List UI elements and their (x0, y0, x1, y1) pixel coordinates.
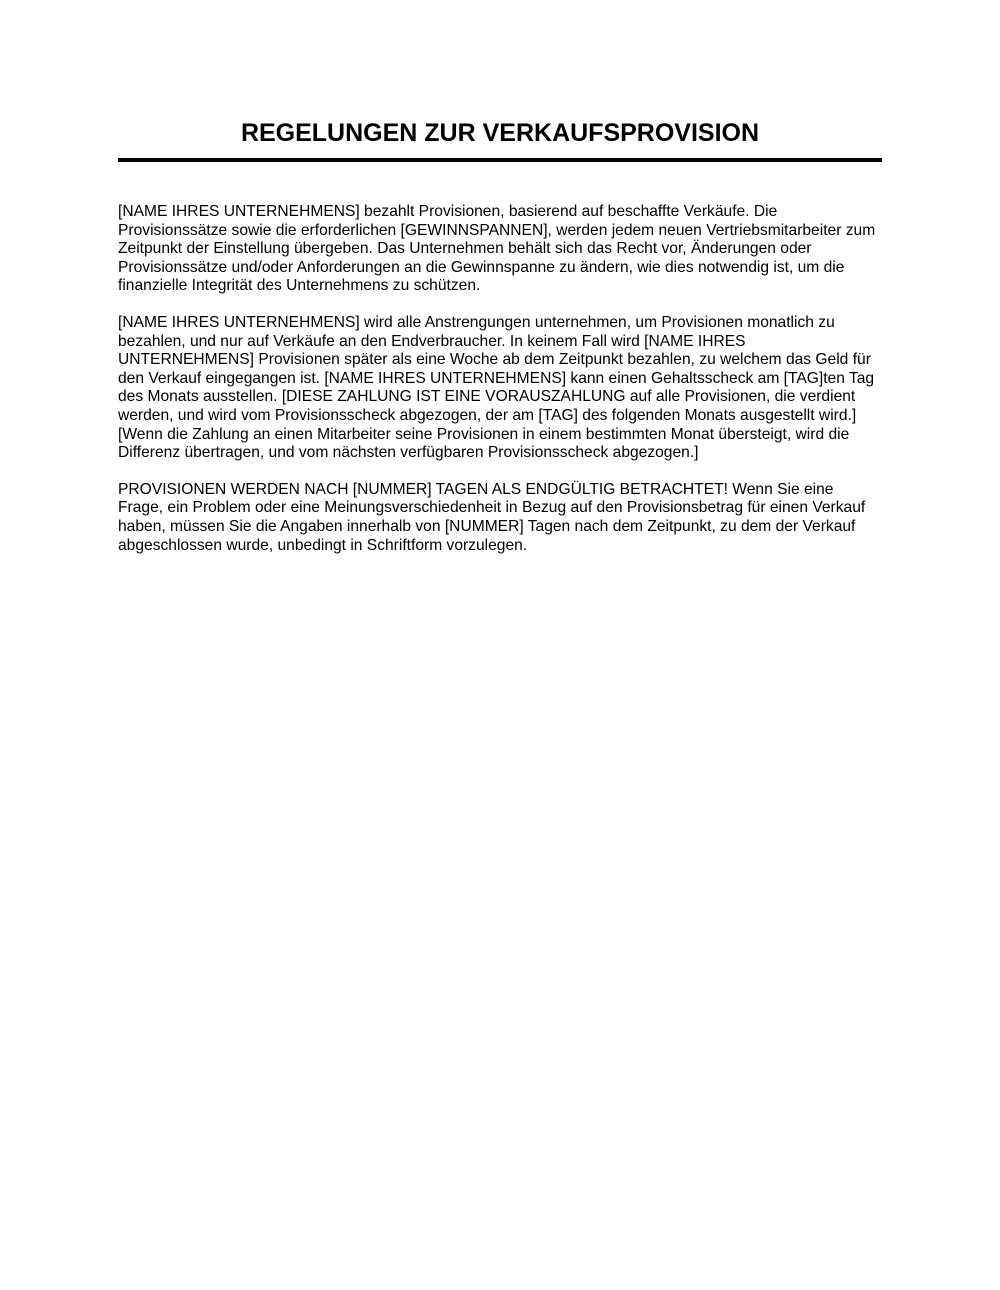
document-title: REGELUNGEN ZUR VERKAUFSPROVISION (240, 119, 760, 147)
paragraph-commission-basis: [NAME IHRES UNTERNEHMENS] bezahlt Provisionen, basierend auf beschaffte Verkäufe. Die Provisionssätze sowie die erforderlichen [GEWINNSPANNEN], werden jedem neuen Vertriebsmitarbeiter zum Zeitpunkt der Einstellung übergeben. Das Unternehmen behält sich das Recht vor, Änderungen oder Provisionssätze und/oder Anforderungen an die Gewinnspanne zu ändern, wie dies notwendig ist, um die finanzielle Integrität des Unternehmens zu schützen. (118, 203, 876, 295)
document-page (118, 0, 882, 573)
paragraph-payment-schedule: [NAME IHRES UNTERNEHMENS] wird alle Anstrengungen unternehmen, um Provisionen monatlich zu bezahlen, und nur auf Verkäufe an den Endverbraucher. In keinem Fall wird [NAME IHRES UNTERNEHMENS] Provisionen später als eine Woche ab dem Zeitpunkt bezahlen, zu welchem das Geld für den Verkauf eingegangen ist. [NAME IHRES UNTERNEHMENS] kann einen Gehaltsscheck am [TAG]ten Tag des Monats ausstellen. [DIESE ZAHLUNG IST EINE VORAUSZAHLUNG auf alle Provisionen, die verdient werden, und wird vom Provisionsscheck abgezogen, der am [TAG] des folgenden Monats ausgestellt wird.] [Wenn die Zahlung an einen Mitarbeiter seine Provisionen in einem bestimmten Monat übersteigt, wird die Differenz übertragen, und vom nächsten verfügbaren Provisionsscheck abgezogen.] (118, 313, 875, 462)
paragraph-final-commissions: PROVISIONEN WERDEN NACH [NUMMER] TAGEN ALS ENDGÜLTIG BETRACHTET! Wenn Sie eine Frage, ein Problem oder eine Meinungsverschiedenheit in Bezug auf den Provisionsbetrag für einen Verkauf haben, müssen Sie die Angaben innerhalb von [NUMMER] Tagen nach dem Zeitpunkt, zu dem der Verkauf abgeschlossen wurde, unbedingt in Schriftform vorzulegen. (118, 480, 866, 554)
document-body (118, 203, 882, 555)
title-divider (118, 158, 882, 162)
